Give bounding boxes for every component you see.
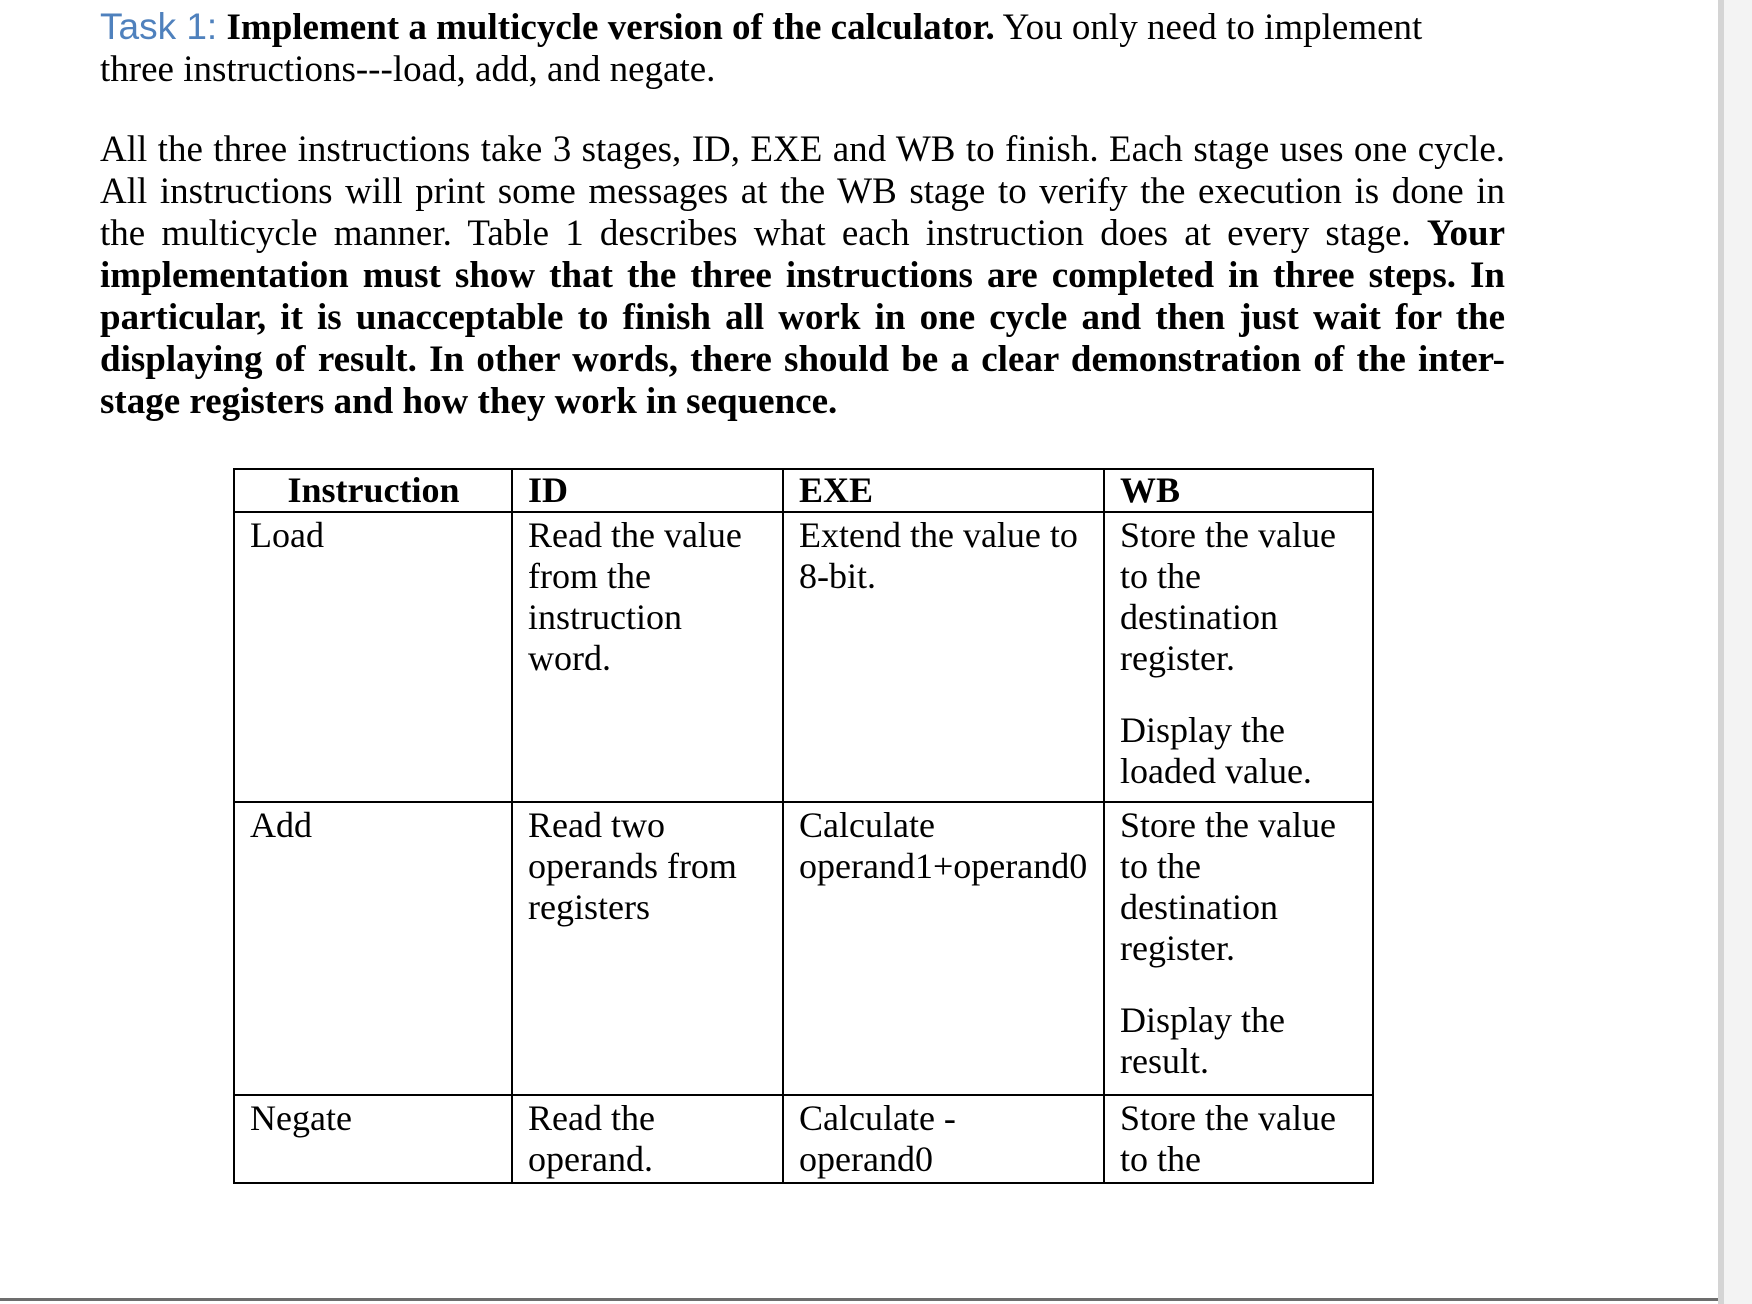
task-label: Task 1:	[100, 6, 218, 47]
page-margin-area	[1724, 0, 1752, 1304]
cell-instruction: Negate	[234, 1095, 512, 1183]
cell-instruction: Load	[234, 512, 512, 802]
wb-spacer	[1120, 969, 1358, 1000]
table-header-row	[234, 469, 1373, 512]
requirements-text: All the three instructions take 3 stages, ID, EXE and WB to finish. Each stage uses one cycle. All instructions will print some messages at the WB stage to verify the execution is done in the multicycle manner. Table 1 describes what each instruction does at every stage.	[100, 129, 1505, 254]
table-row	[234, 1095, 1373, 1183]
wb-store-text: Store the value to the	[1120, 1098, 1336, 1179]
requirements-paragraph	[100, 129, 1505, 423]
wb-display-text: Display the result.	[1120, 1000, 1285, 1081]
stage-table-container	[233, 468, 1374, 1184]
task-paragraph	[100, 6, 1505, 91]
cell-exe: Extend the value to 8-bit.	[783, 512, 1104, 802]
task-heading: Implement a multicycle version of the calculator.	[226, 7, 995, 48]
wb-store-text: Store the value to the destination register.	[1120, 515, 1336, 678]
task-description: You only need to implement three instructions---load, add, and negate.	[100, 7, 1423, 90]
wb-display-text: Display the loaded value.	[1120, 710, 1312, 791]
cell-exe: Calculate operand1+operand0	[783, 802, 1104, 1095]
cell-wb	[1104, 512, 1373, 802]
page-bottom-border	[0, 1298, 1718, 1301]
requirements-emphasis: Your implementation must show that the three instructions are completed in three steps. In particular, it is unacceptable to finish all work in one cycle and then just wait for the displaying of result. In other words, there should be a clear demonstration of the inter-stage registers and how they work in sequence.	[100, 213, 1506, 422]
cell-instruction: Add	[234, 802, 512, 1095]
document-body	[100, 6, 1505, 423]
stage-table	[233, 468, 1374, 1184]
cell-id: Read two operands from registers	[512, 802, 783, 1095]
header-id: ID	[512, 469, 783, 512]
table-row	[234, 802, 1373, 1095]
cell-wb	[1104, 802, 1373, 1095]
cell-id: Read the operand.	[512, 1095, 783, 1183]
header-exe: EXE	[783, 469, 1104, 512]
header-wb: WB	[1104, 469, 1373, 512]
header-instruction: Instruction	[234, 469, 512, 512]
cell-id: Read the value from the instruction word.	[512, 512, 783, 802]
cell-wb	[1104, 1095, 1373, 1183]
table-row	[234, 512, 1373, 802]
cell-exe: Calculate - operand0	[783, 1095, 1104, 1183]
wb-spacer	[1120, 679, 1358, 710]
wb-store-text: Store the value to the destination register.	[1120, 805, 1336, 968]
